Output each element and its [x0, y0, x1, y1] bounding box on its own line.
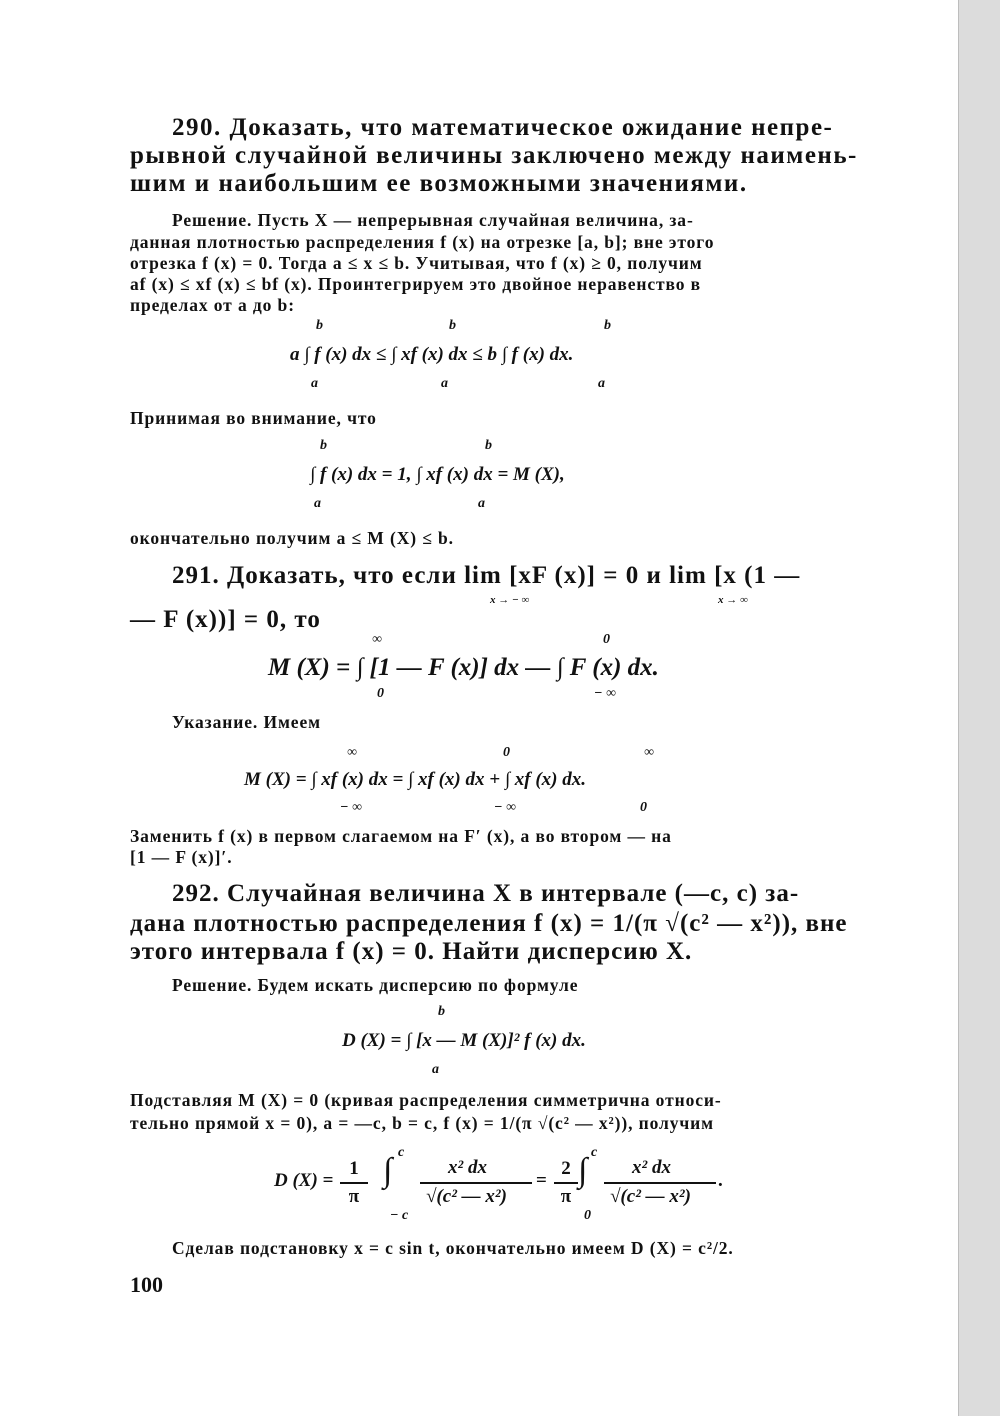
problem-292-line-3: этого интервала f (x) = 0. Найти дисперсию X.: [130, 938, 693, 965]
solution-290-line-7: окончательно получим a ≤ M (X) ≤ b.: [130, 528, 454, 548]
solution-290-line-5: пределах от a до b:: [130, 295, 295, 315]
page-edge-shadow: [958, 0, 1000, 1416]
problem-291-line-1: 291. Доказать, что если lim [xF (x)] = 0 и lim [x (1 —: [172, 562, 801, 589]
solution-292-line-2: Подставляя M (X) = 0 (кривая распределения симметрична относи-: [130, 1090, 722, 1110]
formula-292-left: D (X) =: [274, 1170, 334, 1191]
problem-290-line-3: шим и наибольшим ее возможными значениями.: [130, 170, 748, 197]
problem-290-line-1: 290. Доказать, что математическое ожидание непре-: [172, 114, 834, 141]
formula-292-variance: D (X) = ∫ [x — M (X)]² f (x) dx.: [342, 1030, 586, 1051]
solution-292-line-3: тельно прямой x = 0), a = —c, b = c, f (x) = 1/(π √(c² — x²)), получим: [130, 1113, 714, 1133]
hint-291-line-1: Заменить f (x) в первом слагаемом на F′ (x), а во втором — на: [130, 826, 672, 846]
formula-290-inequality: a ∫ f (x) dx ≤ ∫ xf (x) dx ≤ b ∫ f (x) dx.: [290, 344, 574, 365]
formula-290-norm: ∫ f (x) dx = 1, ∫ xf (x) dx = M (X),: [310, 464, 565, 485]
page-number: 100: [130, 1272, 163, 1297]
hint-291: Указание. Имеем: [172, 712, 321, 732]
formula-291-split: M (X) = ∫ xf (x) dx = ∫ xf (x) dx + ∫ xf (x) dx.: [244, 769, 587, 790]
solution-290-line-1: Решение. Пусть X — непрерывная случайная величина, за-: [172, 210, 694, 230]
problem-292-line-1: 292. Случайная величина X в интервале (—c, c) за-: [172, 880, 800, 907]
formula-291-mean: M (X) = ∫ [1 — F (x)] dx — ∫ F (x) dx.: [268, 654, 659, 681]
hint-291-line-2: [1 — F (x)]′.: [130, 847, 233, 867]
book-page: 290. Доказать, что математическое ожидание непре- рывной случайной величины заключено между наимень- шим и наибольшим ее возможными значениями. Решение. Пусть X — непрерывная случайная величина, за- данная плотностью распределения f (x) на отрезке [a, b]; вне этого отрезка f (x) = 0. Тогда a ≤ x ≤ b. Учитывая, что f (x) ≥ 0, получим af (x) ≤ xf (x) ≤ bf (x). Проинтегрируем это двойное неравенство в пределах от a до b: b a b a b a a ∫ f (x) dx ≤ ∫ xf (x) dx ≤ b ∫ f (x) dx. Принимая во внимание, что b a b a ∫ f (x) dx = 1, ∫ xf (x) dx = M (X), окончательно получим a ≤ M (X) ≤ b. 291. Доказать, что если lim [xF (x)] = 0 и lim [x (1 — x → − ∞ x → ∞ — F (x))] = 0, то ∞ 0 0 − ∞ M (X) = ∫ [1 — F (x)] dx — ∫ F (x) dx. Указание. Имеем ∞ − ∞ 0 − ∞ ∞ 0 M (X) = ∫ xf (x) dx = ∫ xf (x) dx + ∫ xf (x) dx. Заменить f (x) в первом слагаемом на F′ (x), а во втором — на [1 — F (x)]′. 292. Случайная величина X в интервале (—c, c) за- дана плотностью распределения f (x) = 1/(π √(c² — x²)), вне этого интервала f (x) = 0. Найти дисперсию X. Решение. Будем искать дисперсию по формуле b a D (X) = ∫ [x — M (X)]² f (x) dx. Подставляя M (X) = 0 (кривая распределения симметрична относи- тельно прямой x = 0), a = —c, b = c, f (x) = 1/(π √(c² — x²)), получим D (X) = 1 π ∫ c − c x² dx √(c² — x²) = 2 π ∫ c 0 x² dx √(c² — x²) . Сделав подстановку x = c sin t, окончательно имеем D (X) = c²/2. 100: [0, 0, 958, 1416]
solution-290-line-2: данная плотностью распределения f (x) на отрезке [a, b]; вне этого: [130, 232, 715, 252]
problem-290-line-2: рывной случайной величины заключено между наимень-: [130, 142, 858, 169]
solution-292-final: Сделав подстановку x = c sin t, окончательно имеем D (X) = c²/2.: [172, 1238, 734, 1258]
problem-292-line-2: дана плотностью распределения f (x) = 1/(π √(c² — x²)), вне: [130, 910, 848, 937]
solution-290-line-3: отрезка f (x) = 0. Тогда a ≤ x ≤ b. Учитывая, что f (x) ≥ 0, получим: [130, 253, 703, 273]
solution-292-line-1: Решение. Будем искать дисперсию по формуле: [172, 975, 579, 995]
solution-290-line-6: Принимая во внимание, что: [130, 408, 377, 428]
limit-subscript-1: x → − ∞: [490, 594, 530, 606]
solution-290-line-4: af (x) ≤ xf (x) ≤ bf (x). Проинтегрируем это двойное неравенство в: [130, 274, 702, 294]
problem-291-line-2: — F (x))] = 0, то: [130, 606, 321, 633]
limit-subscript-2: x → ∞: [718, 594, 748, 606]
